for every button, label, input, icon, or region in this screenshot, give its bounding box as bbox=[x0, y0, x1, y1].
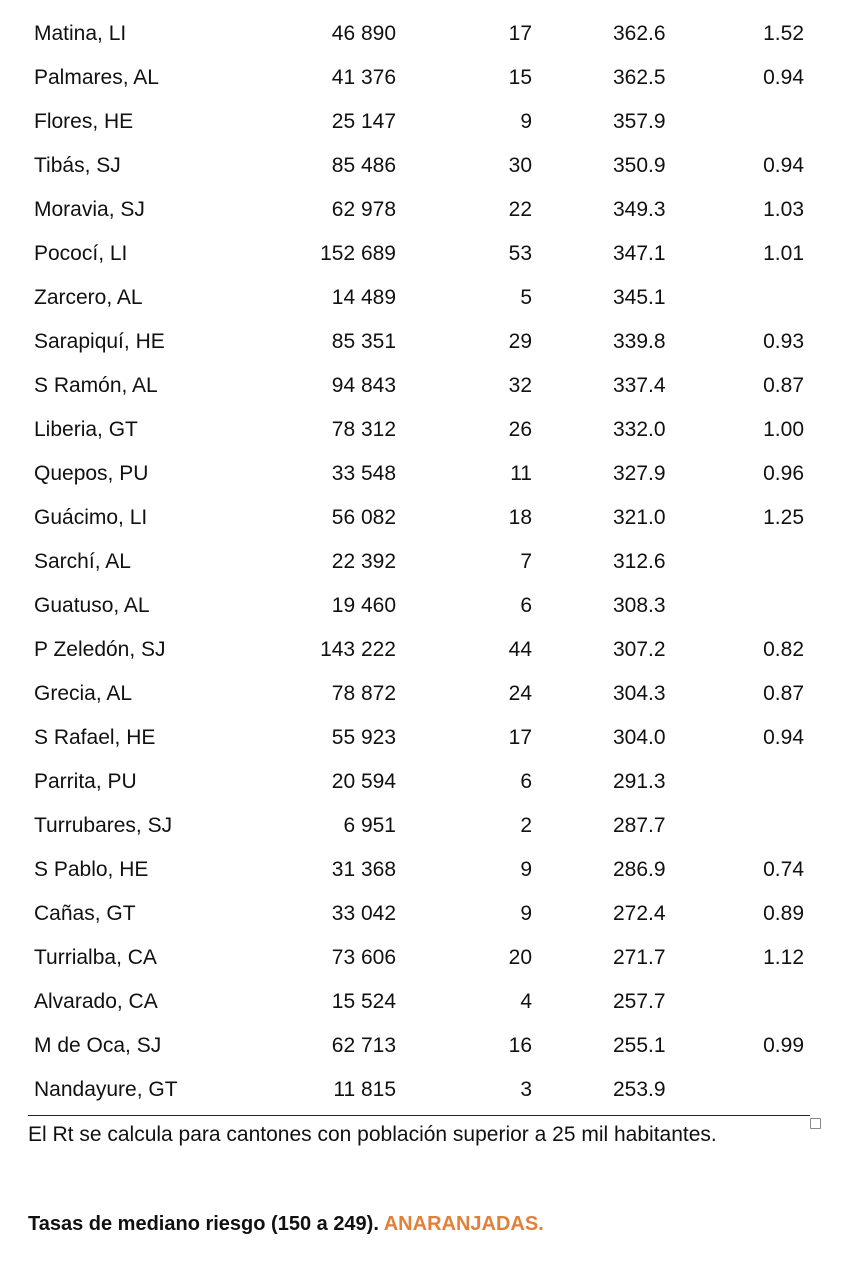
cases-cell: 2 bbox=[520, 814, 532, 837]
rate-cell: 312.6 bbox=[613, 550, 666, 573]
risk-highlight: ANARANJADAS. bbox=[383, 1213, 544, 1235]
rt-cell: 1.52 bbox=[763, 22, 804, 45]
rt-cell: 0.82 bbox=[763, 638, 804, 661]
population-cell: 41 376 bbox=[331, 66, 396, 89]
rate-cell: 332.0 bbox=[613, 418, 666, 441]
canton-name: Sarchí, AL bbox=[34, 550, 131, 573]
population-cell: 94 843 bbox=[331, 374, 396, 397]
table-row bbox=[0, 1068, 860, 1112]
table-row bbox=[0, 320, 860, 364]
table-row bbox=[0, 496, 860, 540]
rt-cell: 0.94 bbox=[763, 66, 804, 89]
cases-cell: 53 bbox=[508, 242, 532, 265]
table-row bbox=[0, 540, 860, 584]
cases-cell: 24 bbox=[508, 682, 532, 705]
canton-name: Nandayure, GT bbox=[34, 1078, 178, 1101]
canton-name: Palmares, AL bbox=[34, 66, 159, 89]
table-row bbox=[0, 980, 860, 1024]
cases-cell: 6 bbox=[520, 594, 532, 617]
rate-cell: 286.9 bbox=[613, 858, 666, 881]
canton-name: Turrubares, SJ bbox=[34, 814, 173, 837]
cases-cell: 17 bbox=[508, 22, 532, 45]
risk-label: Tasas de mediano riesgo (150 a 249). bbox=[28, 1213, 379, 1235]
rt-cell: 0.87 bbox=[763, 374, 804, 397]
population-cell: 15 524 bbox=[331, 990, 396, 1013]
population-cell: 78 312 bbox=[331, 418, 396, 441]
rt-cell: 0.96 bbox=[763, 462, 804, 485]
rate-cell: 349.3 bbox=[613, 198, 666, 221]
table-row bbox=[0, 804, 860, 848]
rt-cell: 0.94 bbox=[763, 154, 804, 177]
rate-cell: 308.3 bbox=[613, 594, 666, 617]
canton-name: S Pablo, HE bbox=[34, 858, 149, 881]
cases-cell: 9 bbox=[520, 858, 532, 881]
population-cell: 55 923 bbox=[331, 726, 396, 749]
rate-cell: 321.0 bbox=[613, 506, 666, 529]
table-row bbox=[0, 892, 860, 936]
population-cell: 14 489 bbox=[331, 286, 396, 309]
canton-name: M de Oca, SJ bbox=[34, 1034, 162, 1057]
cases-cell: 16 bbox=[508, 1034, 532, 1057]
table-row bbox=[0, 188, 860, 232]
cases-cell: 9 bbox=[520, 110, 532, 133]
rt-cell: 0.94 bbox=[763, 726, 804, 749]
table-row bbox=[0, 628, 860, 672]
cases-cell: 11 bbox=[510, 462, 532, 485]
rt-cell: 0.74 bbox=[763, 858, 804, 881]
population-cell: 20 594 bbox=[331, 770, 396, 793]
footnote: El Rt se calcula para cantones con población superior a 25 mil habitantes. bbox=[28, 1123, 717, 1146]
cases-cell: 30 bbox=[508, 154, 532, 177]
canton-name: Pococí, LI bbox=[34, 242, 128, 265]
table-row bbox=[0, 760, 860, 804]
population-cell: 85 351 bbox=[331, 330, 396, 353]
canton-name: Guácimo, LI bbox=[34, 506, 148, 529]
rate-cell: 291.3 bbox=[613, 770, 666, 793]
table-row bbox=[0, 1024, 860, 1068]
cases-cell: 32 bbox=[508, 374, 532, 397]
table-row bbox=[0, 452, 860, 496]
rate-cell: 362.6 bbox=[613, 22, 666, 45]
population-cell: 19 460 bbox=[331, 594, 396, 617]
canton-name: Zarcero, AL bbox=[34, 286, 143, 309]
canton-name: S Rafael, HE bbox=[34, 726, 156, 749]
rate-cell: 357.9 bbox=[613, 110, 666, 133]
rate-cell: 337.4 bbox=[613, 374, 666, 397]
cases-cell: 6 bbox=[520, 770, 532, 793]
cases-cell: 26 bbox=[508, 418, 532, 441]
rt-cell: 1.25 bbox=[763, 506, 804, 529]
rate-cell: 304.0 bbox=[613, 726, 666, 749]
rate-cell: 257.7 bbox=[613, 990, 666, 1013]
canton-name: Turrialba, CA bbox=[34, 946, 157, 969]
population-cell: 152 689 bbox=[320, 242, 396, 265]
rt-cell: 1.00 bbox=[763, 418, 804, 441]
population-cell: 11 815 bbox=[333, 1078, 396, 1101]
population-cell: 85 486 bbox=[331, 154, 396, 177]
rate-cell: 327.9 bbox=[613, 462, 666, 485]
rate-cell: 304.3 bbox=[613, 682, 666, 705]
cases-cell: 17 bbox=[508, 726, 532, 749]
rate-cell: 362.5 bbox=[613, 66, 666, 89]
cases-cell: 22 bbox=[508, 198, 532, 221]
rate-cell: 253.9 bbox=[613, 1078, 666, 1101]
population-cell: 56 082 bbox=[331, 506, 396, 529]
resize-handle[interactable] bbox=[810, 1118, 821, 1129]
canton-rates-table bbox=[0, 12, 860, 1112]
cases-cell: 5 bbox=[520, 286, 532, 309]
canton-name: Alvarado, CA bbox=[34, 990, 158, 1013]
cases-cell: 20 bbox=[508, 946, 532, 969]
cases-cell: 44 bbox=[508, 638, 532, 661]
canton-name: Cañas, GT bbox=[34, 902, 136, 925]
table-bottom-rule bbox=[28, 1115, 810, 1116]
canton-name: Moravia, SJ bbox=[34, 198, 145, 221]
population-cell: 62 713 bbox=[331, 1034, 396, 1057]
cases-cell: 18 bbox=[508, 506, 532, 529]
rate-cell: 255.1 bbox=[613, 1034, 666, 1057]
table-row bbox=[0, 716, 860, 760]
rt-cell: 0.89 bbox=[763, 902, 804, 925]
rt-cell: 0.99 bbox=[763, 1034, 804, 1057]
canton-name: Grecia, AL bbox=[34, 682, 133, 705]
rate-cell: 350.9 bbox=[613, 154, 666, 177]
population-cell: 73 606 bbox=[331, 946, 396, 969]
canton-name: P Zeledón, SJ bbox=[34, 638, 166, 661]
table-row bbox=[0, 12, 860, 56]
cases-cell: 4 bbox=[520, 990, 532, 1013]
table-row bbox=[0, 364, 860, 408]
population-cell: 6 951 bbox=[343, 814, 396, 837]
rt-cell: 0.93 bbox=[763, 330, 804, 353]
table-row bbox=[0, 584, 860, 628]
canton-name: Flores, HE bbox=[34, 110, 134, 133]
table-row bbox=[0, 232, 860, 276]
risk-heading bbox=[28, 1209, 544, 1239]
population-cell: 25 147 bbox=[331, 110, 396, 133]
table-row bbox=[0, 56, 860, 100]
population-cell: 22 392 bbox=[331, 550, 396, 573]
canton-name: Sarapiquí, HE bbox=[34, 330, 165, 353]
population-cell: 33 548 bbox=[331, 462, 396, 485]
cases-cell: 7 bbox=[520, 550, 532, 573]
population-cell: 33 042 bbox=[331, 902, 396, 925]
table-row bbox=[0, 672, 860, 716]
population-cell: 143 222 bbox=[320, 638, 396, 661]
canton-name: Tibás, SJ bbox=[34, 154, 121, 177]
canton-name: Parrita, PU bbox=[34, 770, 137, 793]
population-cell: 46 890 bbox=[331, 22, 396, 45]
population-cell: 31 368 bbox=[331, 858, 396, 881]
rate-cell: 347.1 bbox=[613, 242, 666, 265]
table-row bbox=[0, 100, 860, 144]
population-cell: 62 978 bbox=[331, 198, 396, 221]
rt-cell: 1.12 bbox=[763, 946, 804, 969]
cases-cell: 29 bbox=[508, 330, 532, 353]
rate-cell: 271.7 bbox=[613, 946, 666, 969]
table-row bbox=[0, 144, 860, 188]
table-row bbox=[0, 276, 860, 320]
canton-name: Liberia, GT bbox=[34, 418, 138, 441]
rate-cell: 307.2 bbox=[613, 638, 666, 661]
canton-name: Guatuso, AL bbox=[34, 594, 150, 617]
table-row bbox=[0, 936, 860, 980]
rate-cell: 272.4 bbox=[613, 902, 666, 925]
rate-cell: 287.7 bbox=[613, 814, 666, 837]
rt-cell: 1.01 bbox=[763, 242, 804, 265]
rate-cell: 339.8 bbox=[613, 330, 666, 353]
table-row bbox=[0, 848, 860, 892]
rt-cell: 0.87 bbox=[763, 682, 804, 705]
population-cell: 78 872 bbox=[331, 682, 396, 705]
cases-cell: 15 bbox=[508, 66, 532, 89]
rt-cell: 1.03 bbox=[763, 198, 804, 221]
table-row bbox=[0, 408, 860, 452]
cases-cell: 3 bbox=[520, 1078, 532, 1101]
canton-name: Matina, LI bbox=[34, 22, 127, 45]
cases-cell: 9 bbox=[520, 902, 532, 925]
rate-cell: 345.1 bbox=[613, 286, 666, 309]
canton-name: Quepos, PU bbox=[34, 462, 149, 485]
canton-name: S Ramón, AL bbox=[34, 374, 158, 397]
